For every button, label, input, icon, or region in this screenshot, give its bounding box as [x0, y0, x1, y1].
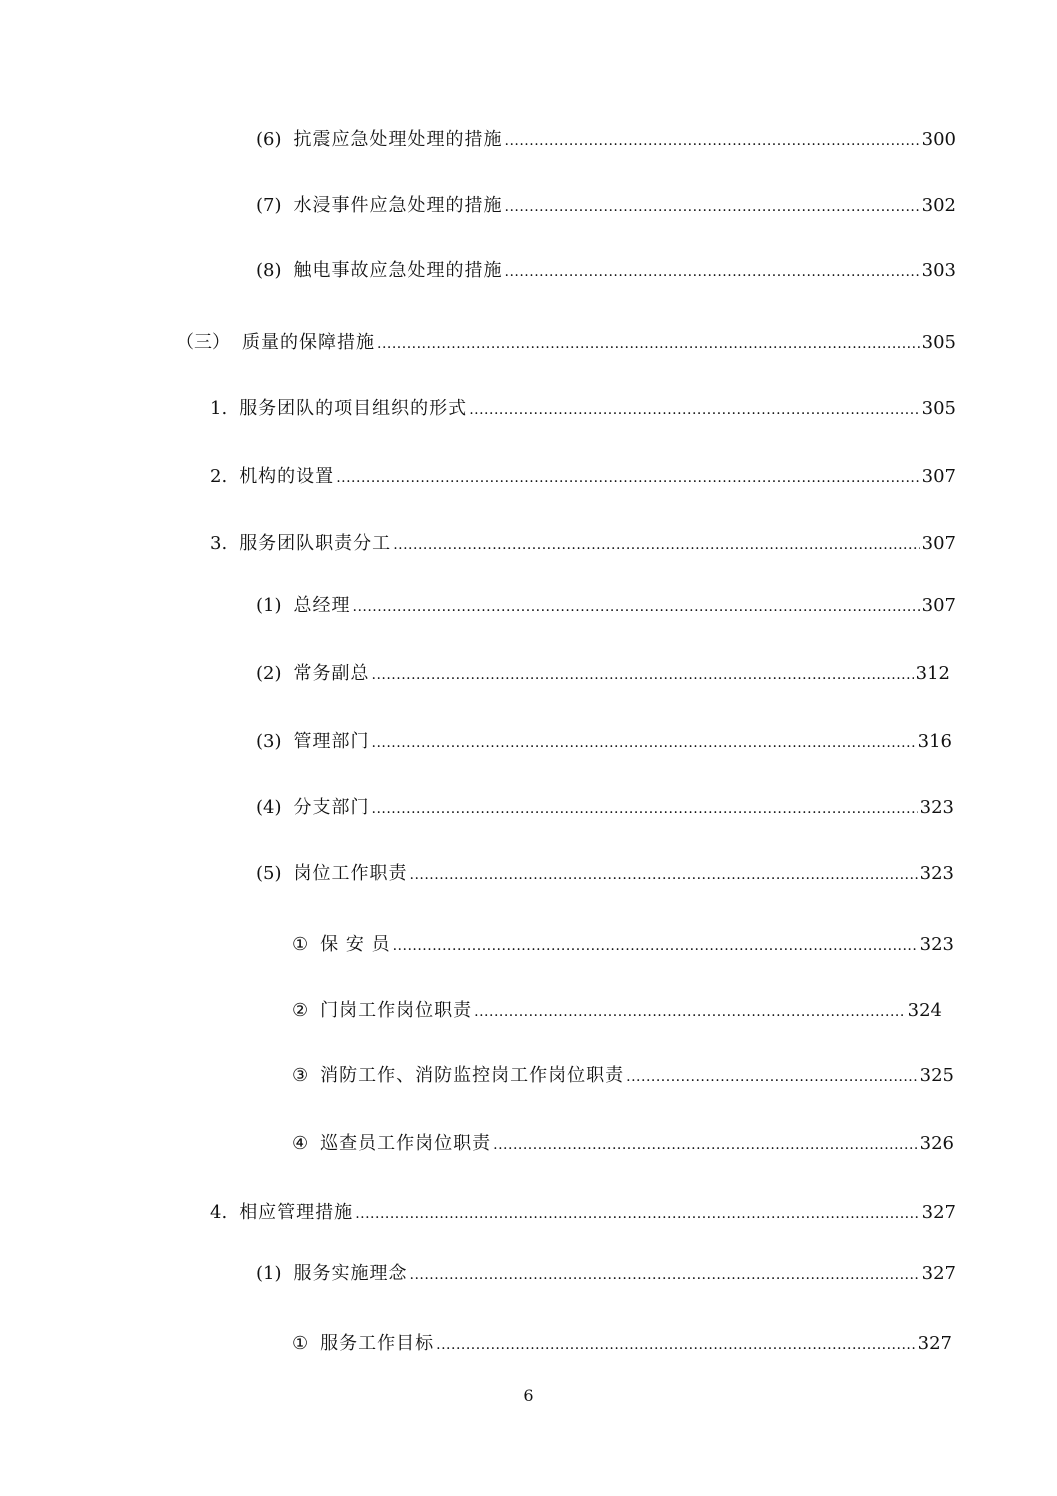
toc-entry-3-management-dept[interactable]: [256, 730, 952, 755]
toc-entry-title: 服务团队职责分工: [239, 533, 392, 554]
toc-entry-2-institution[interactable]: [210, 465, 956, 490]
toc-entry-number: 1.: [210, 398, 228, 419]
page-number: 6: [523, 1386, 534, 1405]
toc-entry-number: (5): [256, 863, 282, 884]
toc-entry-page: 327: [917, 1333, 952, 1354]
toc-entry-page: 305: [921, 332, 956, 353]
toc-entry-title: 服务团队的项目组织的形式: [239, 398, 468, 419]
toc-entry-title: 岗位工作职责: [293, 863, 408, 884]
toc-entry-page: 316: [917, 731, 952, 752]
toc-entry-8-electric-shock[interactable]: [256, 259, 956, 284]
toc-entry-1-general-manager[interactable]: [256, 594, 956, 619]
toc-dot-leader: [626, 1064, 918, 1089]
toc-entry-title: 服务工作目标: [320, 1333, 435, 1354]
toc-dot-leader: [353, 594, 920, 619]
toc-entry-title: 抗震应急处理处理的措施: [293, 129, 503, 150]
toc-entry-3-responsibilities[interactable]: [210, 532, 956, 557]
toc-entry-number: (7): [256, 195, 282, 216]
toc-entry-page: 323: [919, 934, 954, 955]
toc-dot-leader: [377, 331, 920, 356]
toc-entry-7-flood[interactable]: [256, 194, 956, 219]
toc-entry-page: 300: [921, 129, 956, 150]
toc-entry-5-post-duties[interactable]: [256, 862, 954, 887]
toc-dot-leader: [410, 1262, 920, 1287]
toc-entry-page: 303: [921, 260, 956, 281]
toc-entry-6-earthquake[interactable]: [256, 128, 956, 153]
toc-entry-number: (1): [256, 1263, 282, 1284]
toc-entry-title: 总经理: [293, 595, 351, 616]
toc-entry-4-branch-dept[interactable]: [256, 796, 954, 821]
toc-dot-leader: [336, 465, 919, 490]
toc-dot-leader: [393, 532, 919, 557]
toc-entry-2-deputy[interactable]: [256, 662, 950, 687]
toc-entry-page: 327: [921, 1202, 956, 1223]
toc-entry-title: 相应管理措施: [239, 1202, 354, 1223]
toc-dot-leader: [410, 862, 918, 887]
toc-entry-number: (4): [256, 797, 282, 818]
toc-entry-page: 326: [919, 1133, 954, 1154]
toc-dot-leader: [505, 259, 920, 284]
toc-dot-leader: [355, 1201, 919, 1226]
toc-entry-number: ①: [292, 1333, 309, 1354]
toc-entry-circle-4-patrol[interactable]: [292, 1132, 954, 1157]
toc-entry-number: (1): [256, 595, 282, 616]
toc-dot-leader: [372, 796, 918, 821]
toc-entry-title: 消防工作、消防监控岗工作岗位职责: [320, 1065, 625, 1086]
toc-entry-number: 2.: [210, 466, 228, 487]
toc-entry-number: (6): [256, 129, 282, 150]
toc-entry-title: 机构的设置: [239, 466, 335, 487]
toc-dot-leader: [372, 662, 914, 687]
toc-dot-leader: [469, 397, 919, 422]
toc-entry-title: 管理部门: [293, 731, 370, 752]
toc-entry-page: 327: [921, 1263, 956, 1284]
toc-dot-leader: [493, 1132, 918, 1157]
toc-entry-page: 325: [919, 1065, 954, 1086]
toc-entry-number: 4.: [210, 1202, 228, 1223]
toc-entry-section-3-quality[interactable]: [176, 331, 956, 356]
toc-entry-number: ①: [292, 934, 309, 955]
toc-entry-number: (2): [256, 663, 282, 684]
toc-entry-page: 307: [921, 533, 956, 554]
toc-entry-title: 服务实施理念: [293, 1263, 408, 1284]
toc-entry-page: 307: [921, 466, 956, 487]
toc-entry-title: 分支部门: [293, 797, 370, 818]
toc-entry-number: （三）: [176, 332, 230, 353]
toc-entry-circle-1-security-guard[interactable]: [292, 933, 954, 958]
toc-entry-title: 巡查员工作岗位职责: [320, 1133, 492, 1154]
toc-entry-number: (8): [256, 260, 282, 281]
toc-entry-page: 323: [919, 863, 954, 884]
toc-dot-leader: [474, 999, 906, 1024]
toc-dot-leader: [436, 1332, 916, 1357]
toc-entry-title: 水浸事件应急处理的措施: [293, 195, 503, 216]
toc-entry-page: 323: [919, 797, 954, 818]
toc-entry-page: 302: [921, 195, 956, 216]
toc-dot-leader: [393, 933, 918, 958]
toc-entry-number: (3): [256, 731, 282, 752]
toc-dot-leader: [372, 730, 916, 755]
toc-entry-number: ②: [292, 1000, 309, 1021]
toc-entry-title: 触电事故应急处理的措施: [293, 260, 503, 281]
toc-entry-1-service-philosophy[interactable]: [256, 1262, 956, 1287]
toc-dot-leader: [505, 194, 920, 219]
toc-entry-page: 305: [921, 398, 956, 419]
toc-entry-title: 常务副总: [293, 663, 370, 684]
toc-entry-1-organization[interactable]: [210, 397, 956, 422]
toc-entry-title: 保 安 员: [320, 934, 391, 955]
toc-entry-number: 3.: [210, 533, 228, 554]
toc-entry-circle-2-gate-duty[interactable]: [292, 999, 942, 1024]
toc-entry-circle-3-fire-control[interactable]: [292, 1064, 954, 1089]
toc-entry-number: ③: [292, 1065, 309, 1086]
toc-entry-page: 324: [907, 1000, 942, 1021]
toc-entry-4-management-measures[interactable]: [210, 1201, 956, 1226]
toc-entry-circle-1-service-goals[interactable]: [292, 1332, 952, 1357]
toc-entry-page: 307: [921, 595, 956, 616]
toc-entry-title: 门岗工作岗位职责: [320, 1000, 473, 1021]
toc-dot-leader: [505, 128, 920, 153]
toc-entry-title: 质量的保障措施: [242, 332, 375, 353]
toc-entry-number: ④: [292, 1133, 309, 1154]
toc-entry-page: 312: [915, 663, 950, 684]
